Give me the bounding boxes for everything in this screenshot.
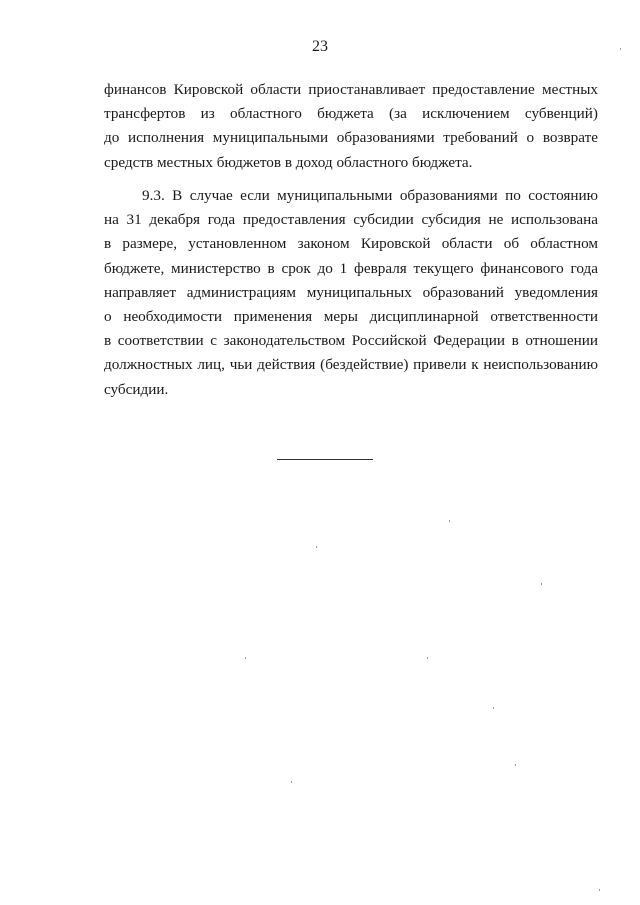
scan-speck (427, 657, 428, 659)
text-line: трансфертов из областного бюджета (за исключением субвенций) (104, 105, 598, 123)
scan-speck (541, 583, 542, 585)
text-line: в соответствии с законодательством Российской Федерации в отношении (104, 332, 598, 350)
paragraph-9-3 (104, 184, 598, 402)
closing-divider (277, 459, 373, 460)
scan-speck (493, 707, 494, 709)
text-line: до исполнения муниципальными образованиями требований о возврате (104, 129, 598, 147)
text-line: о необходимости применения меры дисциплинарной ответственности (104, 308, 598, 326)
text-line: 9.3. В случае если муниципальными образованиями по состоянию (142, 187, 598, 204)
scan-speck (291, 781, 292, 783)
text-line: направляет администрациям муниципальных образований уведомления (104, 283, 598, 301)
paragraph-continuation (104, 78, 598, 175)
scan-speck (515, 764, 516, 766)
text-line: в размере, установленном законом Кировской области об областном (104, 235, 598, 253)
scan-speck (449, 520, 450, 522)
text-line: должностных лиц, чьи действия (бездействие) привели к неиспользованию (104, 356, 598, 374)
text-line: на 31 декабря года предоставления субсидии субсидия не использована (104, 211, 598, 229)
text-line: средств местных бюджетов в доход областного бюджета. (104, 153, 473, 171)
scan-speck (245, 657, 246, 659)
text-line: бюджете, министерство в срок до 1 февраля текущего финансового года (104, 259, 598, 277)
text-line: субсидии. (104, 380, 169, 398)
scan-speck (620, 48, 621, 50)
scan-speck (316, 546, 317, 548)
scan-speck (599, 889, 600, 891)
text-line: финансов Кировской области приостанавливает предоставление местных (104, 81, 598, 98)
page-number: 23 (312, 38, 328, 55)
